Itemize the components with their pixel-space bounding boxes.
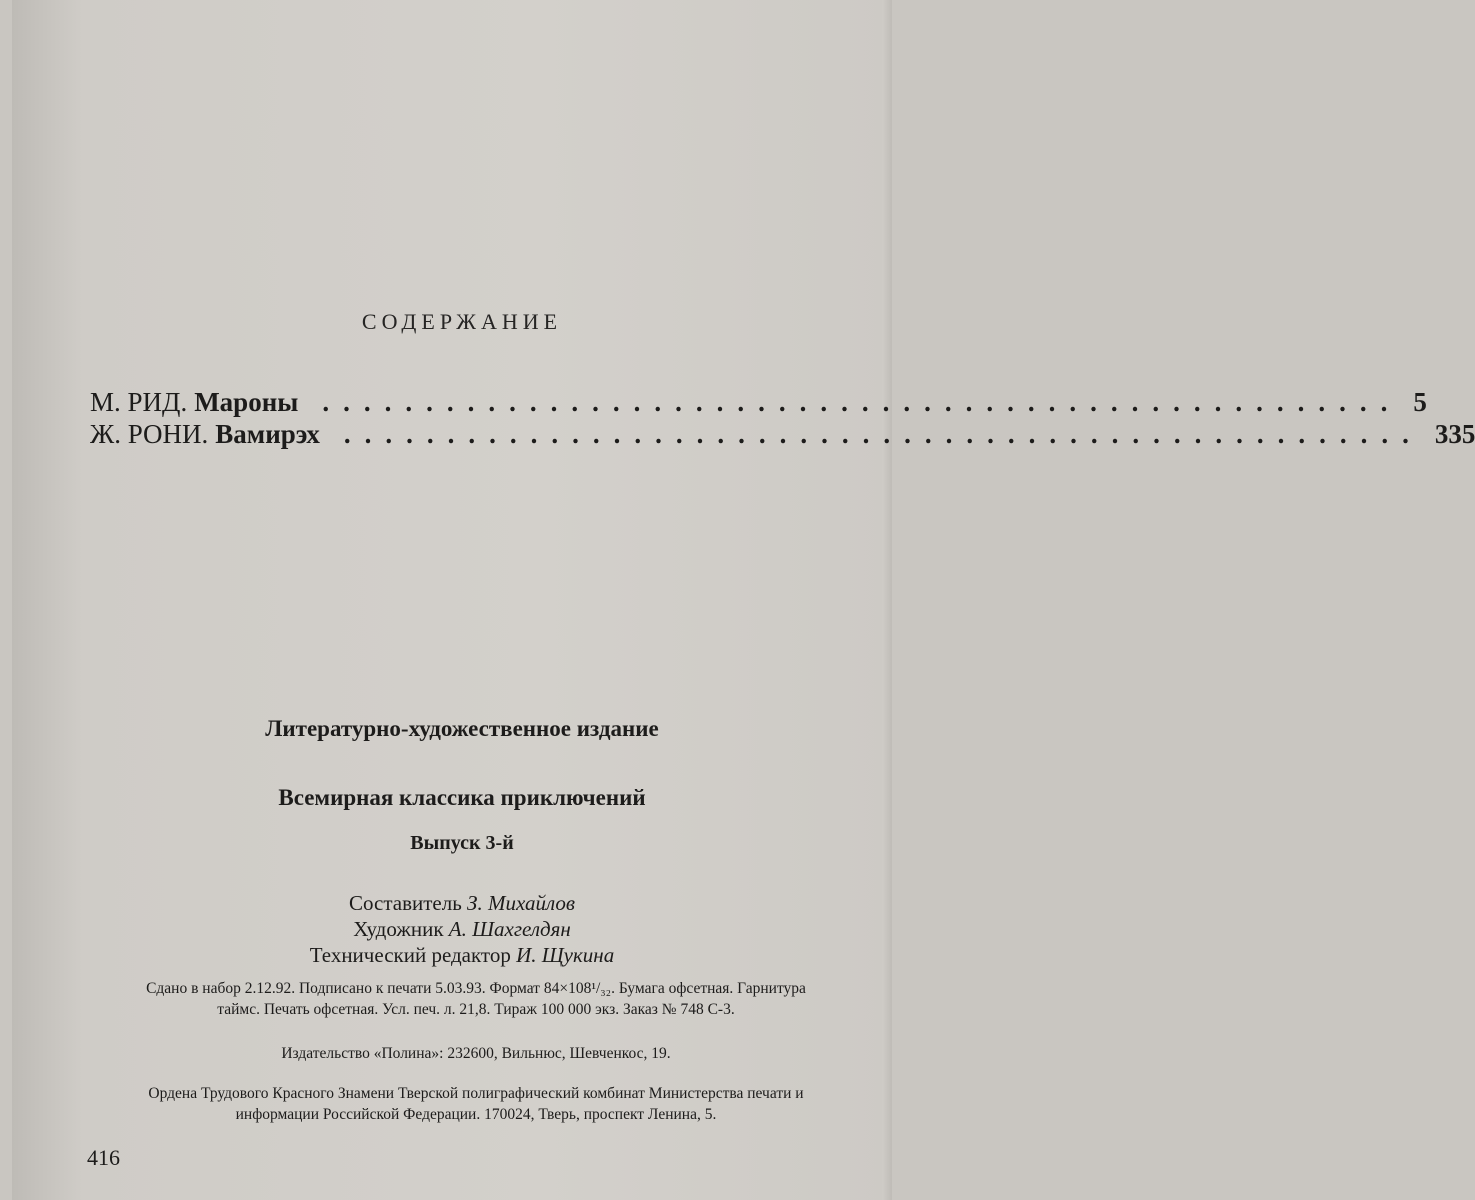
credit-name: А. Шахгелдян	[448, 917, 571, 941]
credit-line	[12, 916, 912, 942]
page-number: 416	[87, 1145, 120, 1170]
book-page	[12, 0, 1475, 1200]
print-data-line: таймс. Печать офсетная. Усл. печ. л. 21,8. Тираж 100 000 экз. Заказ № 748 С-3.	[217, 1001, 735, 1018]
credits-block	[12, 890, 912, 968]
publisher-address: Издательство «Полина»: 232600, Вильнюс, Шевченкос, 19.	[281, 1045, 671, 1062]
toc-entry	[90, 387, 1427, 421]
print-data	[86, 978, 866, 1020]
toc-author: М. РИД.	[90, 387, 188, 417]
series-title: Всемирная классика приключений	[278, 785, 646, 810]
toc-leader-dots: ....................................................	[322, 387, 1402, 417]
contents-heading: СОДЕРЖАНИЕ	[361, 309, 563, 334]
toc-entry	[90, 419, 1475, 453]
credit-name: И. Щукина	[516, 943, 615, 967]
toc-page-number: 5	[1413, 387, 1427, 417]
toc-leader-dots: ....................................................	[343, 419, 1423, 449]
credit-line	[12, 942, 912, 968]
printer-info	[86, 1083, 866, 1125]
toc-page-number: 335	[1434, 419, 1475, 449]
printer-line: информации Российской Федерации. 170024, Тверь, проспект Ленина, 5.	[235, 1106, 717, 1123]
printer-line: Ордена Трудового Красного Знамени Тверской полиграфический комбинат Министерства печати и	[148, 1085, 804, 1102]
issue-number: Выпуск 3-й	[410, 832, 514, 854]
credit-role: Художник	[353, 917, 444, 941]
toc-author: Ж. РОНИ.	[90, 419, 209, 449]
toc-title: Вамирэх	[215, 419, 320, 449]
credit-role: Технический редактор	[309, 943, 511, 967]
edition-type: Литературно-художественное издание	[265, 716, 659, 741]
credit-role: Составитель	[348, 891, 462, 915]
credit-line	[12, 890, 912, 916]
toc-title: Мароны	[194, 387, 299, 417]
print-data-line: Сдано в набор 2.12.92. Подписано к печати 5.03.93. Формат 84×108¹/₃₂. Бумага офсетная. Гарнитура	[146, 980, 806, 997]
credit-name: З. Михайлов	[467, 891, 576, 915]
page-edge	[882, 0, 892, 1200]
